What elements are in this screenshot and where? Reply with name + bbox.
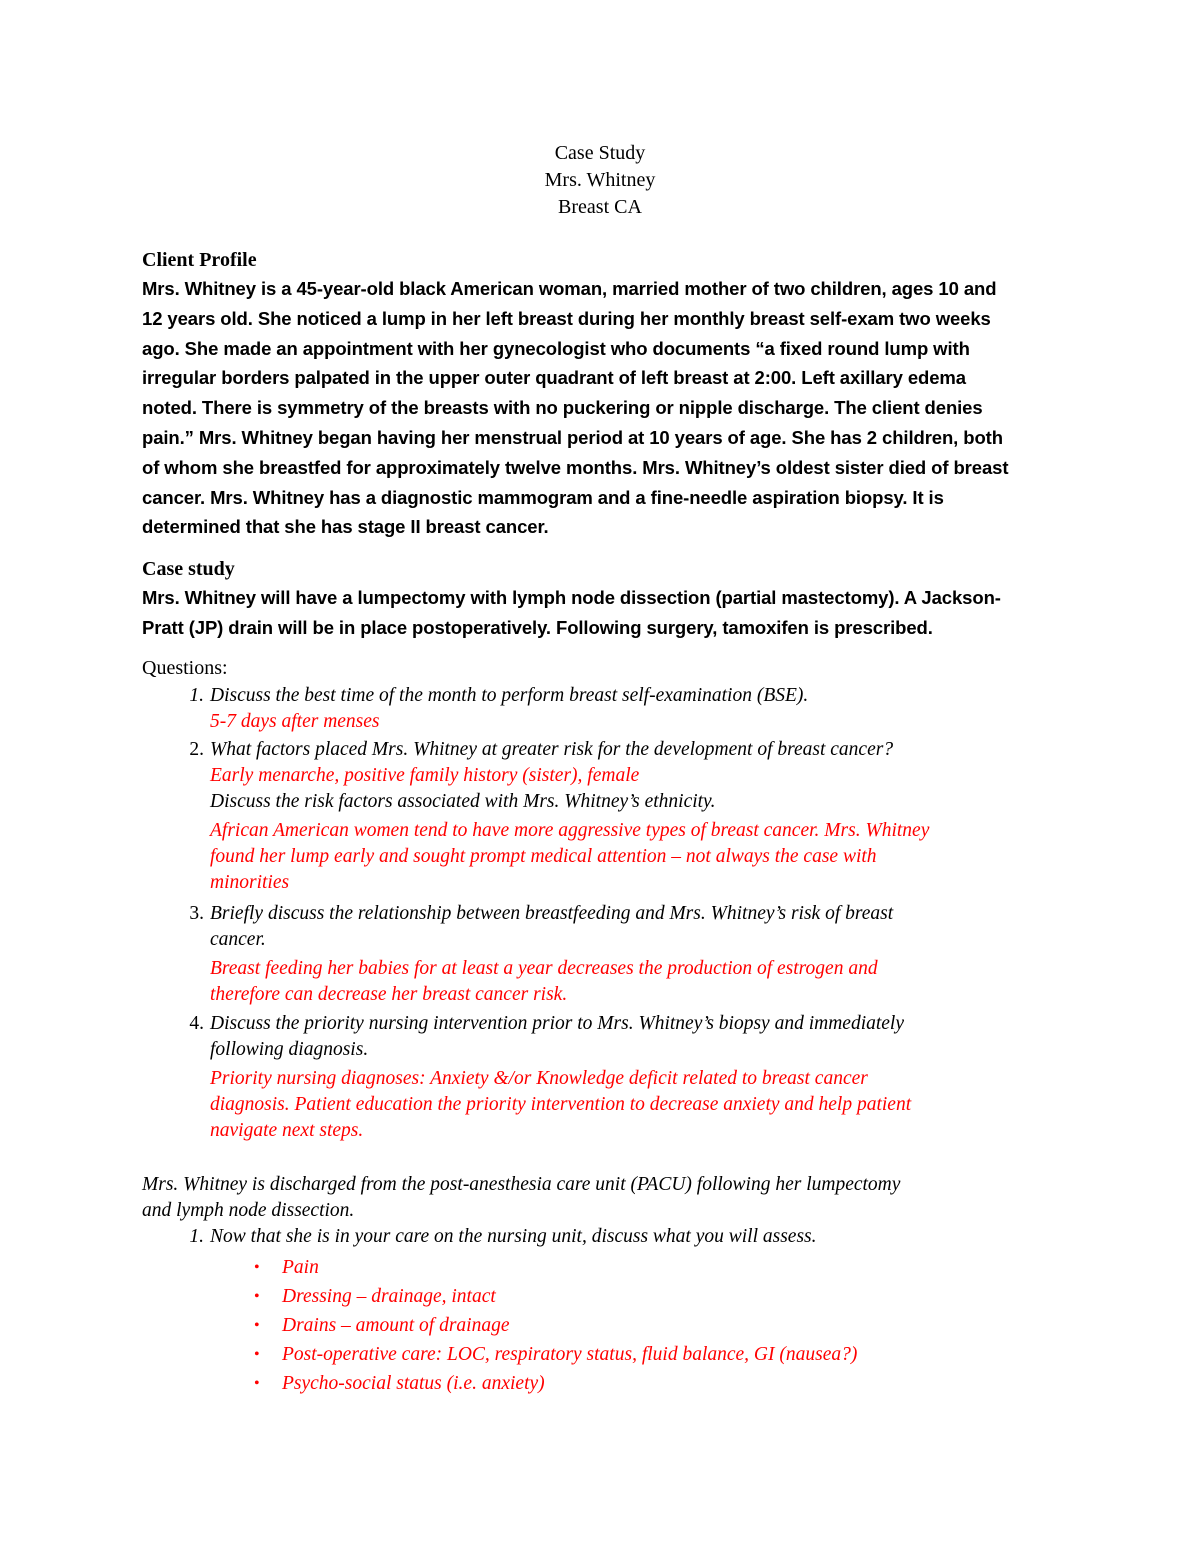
answer-text: Priority nursing diagnoses: Anxiety &/or Knowledge deficit related to breast cancer xyxy=(210,1068,868,1089)
profile-line: noted. There is symmetry of the breasts with no puckering or nipple discharge. The client denies xyxy=(142,397,983,419)
question-text: Discuss the risk factors associated with Mrs. Whitney’s ethnicity. xyxy=(210,791,716,812)
question-2 xyxy=(142,737,1042,896)
question-text: Discuss the priority nursing intervention prior to Mrs. Whitney’s biopsy and immediately xyxy=(210,1013,905,1034)
client-profile-heading: Client Profile xyxy=(142,249,257,271)
question-1 xyxy=(142,683,1042,735)
question-number: 2. xyxy=(189,739,204,760)
header-title: Case Study xyxy=(554,142,646,164)
question-number: 1. xyxy=(189,685,204,706)
profile-line: pain.” Mrs. Whitney began having her menstrual period at 10 years of age. She has 2 children, both xyxy=(142,426,1003,448)
question-text: What factors placed Mrs. Whitney at greater risk for the development of breast cancer? xyxy=(210,739,894,760)
profile-line: ago. She made an appointment with her gynecologist who documents “a fixed round lump with xyxy=(142,337,970,359)
case-study-body xyxy=(142,583,1072,643)
question-number: 4. xyxy=(189,1013,204,1034)
profile-line: cancer. Mrs. Whitney has a diagnostic mammogram and a fine-needle aspiration biopsy. It is xyxy=(142,486,944,508)
profile-line: determined that she has stage II breast cancer. xyxy=(142,516,549,538)
discharge-intro: Mrs. Whitney is discharged from the post-anesthesia care unit (PACU) following her lumpectomy xyxy=(142,1174,901,1195)
question-number: 1. xyxy=(189,1226,204,1247)
bullet-text: Drains – amount of drainage xyxy=(282,1315,510,1336)
answer-text: Breast feeding her babies for at least a year decreases the production of estrogen and xyxy=(210,958,878,979)
bullet-icon: • xyxy=(254,1375,260,1392)
answer-text: found her lump early and sought prompt medical attention – not always the case with xyxy=(210,846,877,867)
question-text: Briefly discuss the relationship between breastfeeding and Mrs. Whitney’s risk of breast xyxy=(210,903,894,924)
questions-label: Questions: xyxy=(142,657,228,679)
assessment-bullet xyxy=(254,1369,1072,1398)
answer-text: navigate next steps. xyxy=(210,1120,364,1141)
question-4 xyxy=(142,1011,1042,1144)
assessment-bullet xyxy=(254,1282,1072,1311)
question-number: 3. xyxy=(189,903,204,924)
profile-line: Mrs. Whitney is a 45-year-old black American woman, married mother of two children, ages 10 and xyxy=(142,278,997,299)
answer-text: therefore can decrease her breast cancer risk. xyxy=(210,984,568,1005)
assessment-bullet xyxy=(254,1340,1072,1369)
bullet-icon: • xyxy=(254,1346,260,1363)
question-3 xyxy=(142,901,1042,1008)
bullet-icon: • xyxy=(254,1317,260,1334)
bullet-text: Post-operative care: LOC, respiratory status, fluid balance, GI (nausea?) xyxy=(282,1344,858,1365)
answer-text: minorities xyxy=(210,872,290,893)
answer-text: diagnosis. Patient education the priority intervention to decrease anxiety and help patient xyxy=(210,1094,912,1115)
answer-text: 5-7 days after menses xyxy=(210,711,380,732)
assessment-bullet xyxy=(254,1311,1072,1340)
question-text: Discuss the best time of the month to perform breast self-examination (BSE). xyxy=(210,685,809,706)
header-topic: Breast CA xyxy=(558,196,642,218)
bullet-text: Dressing – drainage, intact xyxy=(282,1286,496,1307)
bullet-icon: • xyxy=(254,1259,260,1276)
answer-text: Early menarche, positive family history (sister), female xyxy=(210,765,640,786)
profile-line: of whom she breastfed for approximately twelve months. Mrs. Whitney’s oldest sister died of breast xyxy=(142,456,1009,478)
bullet-icon: • xyxy=(254,1288,260,1305)
question-text: following diagnosis. xyxy=(210,1039,369,1060)
bullet-text: Pain xyxy=(282,1257,319,1278)
discharge-section xyxy=(142,1172,1072,1398)
bullet-text: Psycho-social status (i.e. anxiety) xyxy=(282,1373,545,1394)
header-patient: Mrs. Whitney xyxy=(544,169,656,191)
case-study-section xyxy=(142,556,1072,643)
answer-text: African American women tend to have more aggressive types of breast cancer. Mrs. Whitney xyxy=(210,820,930,841)
client-profile-section xyxy=(142,247,1072,542)
case-study-heading: Case study xyxy=(142,558,235,580)
case-line: Pratt (JP) drain will be in place postoperatively. Following surgery, tamoxifen is prescribed. xyxy=(142,616,933,638)
discharge-intro: and lymph node dissection. xyxy=(142,1200,355,1221)
case-line: Mrs. Whitney will have a lumpectomy with lymph node dissection (partial mastectomy). A Jackson- xyxy=(142,587,1001,608)
profile-line: irregular borders palpated in the upper outer quadrant of left breast at 2:00. Left axillary edema xyxy=(142,367,966,389)
document-header xyxy=(0,140,1200,221)
question-text: cancer. xyxy=(210,929,266,950)
question-text: Now that she is in your care on the nursing unit, discuss what you will assess. xyxy=(210,1226,817,1247)
profile-line: 12 years old. She noticed a lump in her left breast during her monthly breast self-exam two weeks xyxy=(142,307,991,329)
assessment-bullet xyxy=(254,1253,1072,1282)
client-profile-body xyxy=(142,274,1072,542)
